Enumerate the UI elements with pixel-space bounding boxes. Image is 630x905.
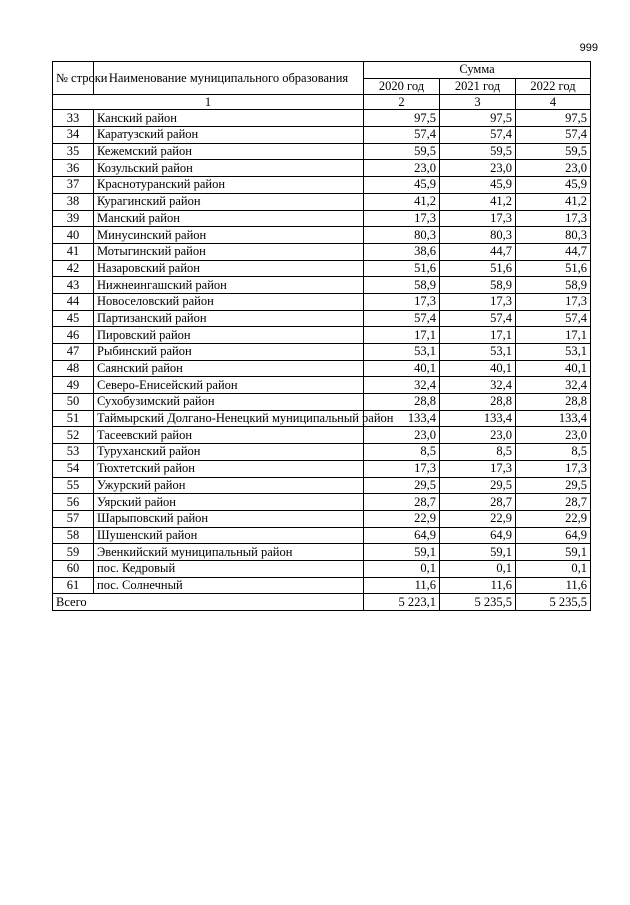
municipality-name: Тюхтетский район	[94, 460, 364, 477]
municipality-name: Нижнеингашский район	[94, 277, 364, 294]
value-2020: 97,5	[364, 110, 440, 127]
municipality-name: Шушенский район	[94, 527, 364, 544]
municipality-name: Манский район	[94, 210, 364, 227]
value-2020: 51,6	[364, 260, 440, 277]
municipality-name: Курагинский район	[94, 193, 364, 210]
row-number: 44	[53, 293, 94, 310]
municipality-name: Эвенкийский муниципальный район	[94, 544, 364, 561]
row-number: 56	[53, 494, 94, 511]
value-2022: 17,1	[516, 327, 591, 344]
value-2021: 133,4	[440, 410, 516, 427]
municipality-name: Пировский район	[94, 327, 364, 344]
value-2020: 28,7	[364, 494, 440, 511]
value-2021: 64,9	[440, 527, 516, 544]
value-2022: 17,3	[516, 293, 591, 310]
table-row	[53, 477, 591, 494]
value-2020: 17,1	[364, 327, 440, 344]
table-row	[53, 260, 591, 277]
budget-table	[52, 61, 591, 611]
value-2021: 0,1	[440, 560, 516, 577]
value-2022: 44,7	[516, 243, 591, 260]
municipality-name: Сухобузимский район	[94, 394, 364, 411]
table-row	[53, 243, 591, 260]
value-2022: 29,5	[516, 477, 591, 494]
value-2020: 40,1	[364, 360, 440, 377]
table-body	[53, 110, 591, 594]
value-2022: 23,0	[516, 160, 591, 177]
value-2021: 28,8	[440, 394, 516, 411]
value-2021: 80,3	[440, 227, 516, 244]
value-2022: 53,1	[516, 344, 591, 361]
value-2020: 23,0	[364, 160, 440, 177]
row-number: 57	[53, 510, 94, 527]
value-2021: 22,9	[440, 510, 516, 527]
value-2021: 44,7	[440, 243, 516, 260]
table-row	[53, 293, 591, 310]
table-row	[53, 544, 591, 561]
value-2020: 17,3	[364, 460, 440, 477]
table-row	[53, 560, 591, 577]
header-year-2020: 2020 год	[364, 78, 440, 95]
table-row	[53, 110, 591, 127]
row-number: 49	[53, 377, 94, 394]
value-2022: 59,1	[516, 544, 591, 561]
value-2020: 11,6	[364, 577, 440, 594]
value-2021: 97,5	[440, 110, 516, 127]
value-2022: 11,6	[516, 577, 591, 594]
page-number: 999	[579, 42, 598, 54]
row-number: 58	[53, 527, 94, 544]
table-row	[53, 460, 591, 477]
value-2021: 45,9	[440, 177, 516, 194]
table-row	[53, 160, 591, 177]
header-municipality-name: Наименование муниципального образования	[94, 62, 364, 95]
value-2022: 59,5	[516, 143, 591, 160]
municipality-name: Минусинский район	[94, 227, 364, 244]
row-number: 59	[53, 544, 94, 561]
municipality-name: Таймырский Долгано-Ненецкий муниципальный район	[94, 410, 364, 427]
value-2021: 17,3	[440, 293, 516, 310]
municipality-name: Северо-Енисейский район	[94, 377, 364, 394]
total-2020: 5 223,1	[364, 594, 440, 611]
value-2022: 28,7	[516, 494, 591, 511]
table-row	[53, 327, 591, 344]
value-2021: 51,6	[440, 260, 516, 277]
value-2022: 8,5	[516, 444, 591, 461]
municipality-name: Кежемский район	[94, 143, 364, 160]
value-2022: 41,2	[516, 193, 591, 210]
value-2021: 17,3	[440, 210, 516, 227]
value-2021: 11,6	[440, 577, 516, 594]
table-row	[53, 444, 591, 461]
table-row	[53, 377, 591, 394]
value-2022: 57,4	[516, 127, 591, 144]
value-2022: 51,6	[516, 260, 591, 277]
value-2021: 8,5	[440, 444, 516, 461]
table-row	[53, 427, 591, 444]
row-number: 41	[53, 243, 94, 260]
row-number: 40	[53, 227, 94, 244]
row-number: 53	[53, 444, 94, 461]
row-number: 52	[53, 427, 94, 444]
value-2021: 28,7	[440, 494, 516, 511]
value-2020: 0,1	[364, 560, 440, 577]
header-year-2021: 2021 год	[440, 78, 516, 95]
value-2020: 59,5	[364, 143, 440, 160]
row-number: 55	[53, 477, 94, 494]
header-row-number: № строки	[53, 62, 94, 95]
value-2021: 53,1	[440, 344, 516, 361]
value-2022: 57,4	[516, 310, 591, 327]
value-2022: 97,5	[516, 110, 591, 127]
table-row	[53, 127, 591, 144]
row-number: 51	[53, 410, 94, 427]
municipality-name: Туруханский район	[94, 444, 364, 461]
municipality-name: Каратузский район	[94, 127, 364, 144]
table-row	[53, 277, 591, 294]
value-2021: 59,1	[440, 544, 516, 561]
value-2022: 40,1	[516, 360, 591, 377]
value-2022: 0,1	[516, 560, 591, 577]
value-2020: 59,1	[364, 544, 440, 561]
total-label: Всего	[53, 594, 364, 611]
row-number: 50	[53, 394, 94, 411]
value-2021: 57,4	[440, 310, 516, 327]
value-2021: 41,2	[440, 193, 516, 210]
value-2022: 80,3	[516, 227, 591, 244]
value-2021: 23,0	[440, 427, 516, 444]
value-2020: 38,6	[364, 243, 440, 260]
value-2022: 17,3	[516, 210, 591, 227]
column-index-3: 3	[440, 95, 516, 110]
value-2020: 17,3	[364, 210, 440, 227]
table-row	[53, 577, 591, 594]
row-number: 33	[53, 110, 94, 127]
table-row	[53, 310, 591, 327]
row-number: 61	[53, 577, 94, 594]
row-number: 60	[53, 560, 94, 577]
value-2021: 40,1	[440, 360, 516, 377]
table-row	[53, 193, 591, 210]
row-number: 36	[53, 160, 94, 177]
value-2020: 64,9	[364, 527, 440, 544]
value-2021: 59,5	[440, 143, 516, 160]
value-2020: 53,1	[364, 344, 440, 361]
value-2022: 58,9	[516, 277, 591, 294]
municipality-name: Партизанский район	[94, 310, 364, 327]
value-2022: 28,8	[516, 394, 591, 411]
value-2022: 17,3	[516, 460, 591, 477]
table-row	[53, 510, 591, 527]
row-number: 34	[53, 127, 94, 144]
value-2020: 8,5	[364, 444, 440, 461]
row-number: 45	[53, 310, 94, 327]
municipality-name: Козульский район	[94, 160, 364, 177]
column-index-2: 2	[364, 95, 440, 110]
municipality-name: Уярский район	[94, 494, 364, 511]
value-2021: 58,9	[440, 277, 516, 294]
row-number: 48	[53, 360, 94, 377]
municipality-name: Рыбинский район	[94, 344, 364, 361]
value-2020: 28,8	[364, 394, 440, 411]
total-2021: 5 235,5	[440, 594, 516, 611]
value-2020: 57,4	[364, 127, 440, 144]
row-number: 46	[53, 327, 94, 344]
municipality-name: Новоселовский район	[94, 293, 364, 310]
value-2022: 133,4	[516, 410, 591, 427]
municipality-name: Шарыповский район	[94, 510, 364, 527]
municipality-name: пос. Солнечный	[94, 577, 364, 594]
value-2020: 45,9	[364, 177, 440, 194]
value-2021: 17,3	[440, 460, 516, 477]
header-sum: Сумма	[364, 62, 591, 79]
value-2021: 29,5	[440, 477, 516, 494]
table-row	[53, 143, 591, 160]
row-number: 35	[53, 143, 94, 160]
municipality-name: Канский район	[94, 110, 364, 127]
municipality-name: Тасеевский район	[94, 427, 364, 444]
value-2021: 23,0	[440, 160, 516, 177]
value-2020: 17,3	[364, 293, 440, 310]
column-index-1: 1	[53, 95, 364, 110]
municipality-name: Саянский район	[94, 360, 364, 377]
value-2022: 64,9	[516, 527, 591, 544]
total-row	[53, 594, 591, 611]
table-row	[53, 410, 591, 427]
row-number: 39	[53, 210, 94, 227]
value-2022: 32,4	[516, 377, 591, 394]
row-number: 54	[53, 460, 94, 477]
header-year-2022: 2022 год	[516, 78, 591, 95]
municipality-name: Краснотуранский район	[94, 177, 364, 194]
table-row	[53, 494, 591, 511]
value-2020: 58,9	[364, 277, 440, 294]
row-number: 37	[53, 177, 94, 194]
table-row	[53, 227, 591, 244]
row-number: 42	[53, 260, 94, 277]
row-number: 47	[53, 344, 94, 361]
municipality-name: Ужурский район	[94, 477, 364, 494]
row-number: 38	[53, 193, 94, 210]
table-row	[53, 344, 591, 361]
value-2021: 32,4	[440, 377, 516, 394]
municipality-name: пос. Кедровый	[94, 560, 364, 577]
value-2021: 17,1	[440, 327, 516, 344]
value-2020: 32,4	[364, 377, 440, 394]
municipality-name: Мотыгинский район	[94, 243, 364, 260]
total-2022: 5 235,5	[516, 594, 591, 611]
value-2020: 80,3	[364, 227, 440, 244]
value-2022: 45,9	[516, 177, 591, 194]
value-2020: 23,0	[364, 427, 440, 444]
column-index-4: 4	[516, 95, 591, 110]
value-2022: 22,9	[516, 510, 591, 527]
table-row	[53, 360, 591, 377]
value-2020: 22,9	[364, 510, 440, 527]
value-2020: 29,5	[364, 477, 440, 494]
municipality-name: Назаровский район	[94, 260, 364, 277]
table-row	[53, 527, 591, 544]
table-row	[53, 394, 591, 411]
value-2020: 133,4	[364, 410, 440, 427]
value-2020: 57,4	[364, 310, 440, 327]
row-number: 43	[53, 277, 94, 294]
table-row	[53, 210, 591, 227]
table-row	[53, 177, 591, 194]
value-2022: 23,0	[516, 427, 591, 444]
value-2020: 41,2	[364, 193, 440, 210]
value-2021: 57,4	[440, 127, 516, 144]
